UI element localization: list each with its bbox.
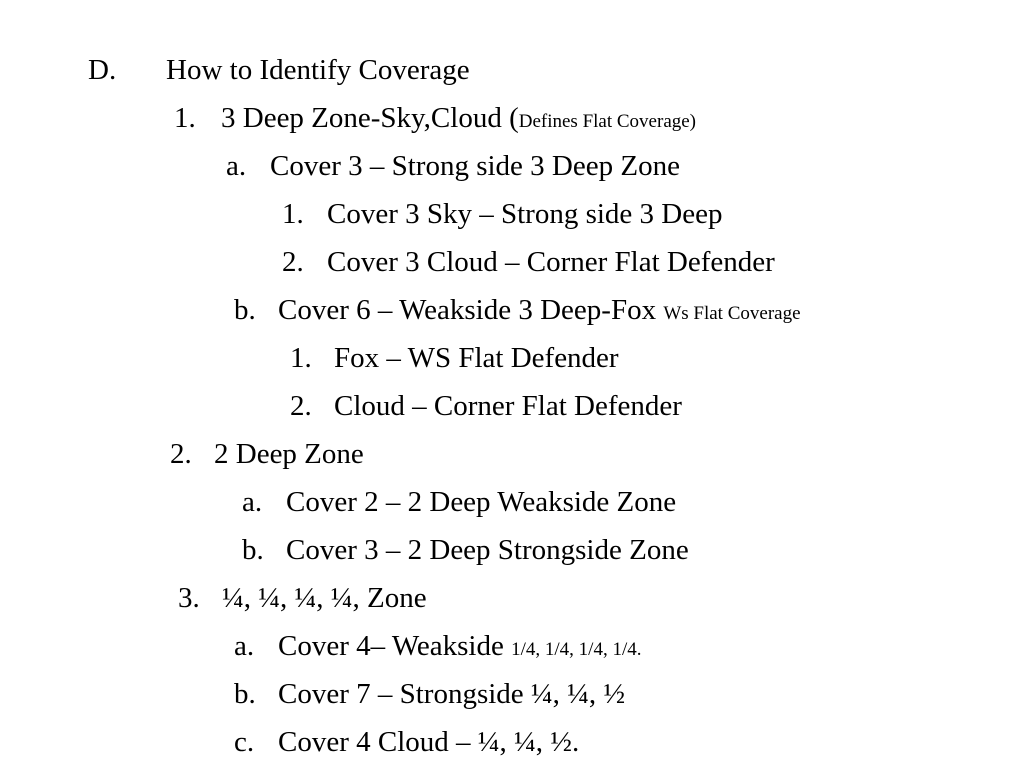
item-marker: b. <box>234 294 256 326</box>
outline-item-d-3-a <box>234 628 641 668</box>
outline-item-d-2 <box>170 436 364 472</box>
item-marker: a. <box>234 630 255 662</box>
item-marker: 2. <box>290 390 312 422</box>
item-text: Cover 3 – 2 Deep Strongside Zone <box>286 534 689 566</box>
item-text: 3 Deep Zone-Sky,Cloud ( <box>221 102 519 134</box>
outline-item-d-1-a-1 <box>282 196 723 232</box>
item-text: Cover 2 – 2 Deep Weakside Zone <box>286 486 677 518</box>
item-marker: 3. <box>178 582 200 614</box>
outline-item-d <box>88 52 470 88</box>
item-text: Cloud – Corner Flat Defender <box>334 390 682 422</box>
outline-item-d-1-b <box>234 292 801 332</box>
outline-item-d-3-c <box>234 724 579 760</box>
item-marker: 2. <box>170 438 192 470</box>
item-note: Ws Flat Coverage <box>663 303 801 324</box>
item-marker: b. <box>242 534 264 566</box>
outline-item-d-1 <box>174 100 696 140</box>
outline-item-d-1-b-1 <box>290 340 619 376</box>
item-text: Fox – WS Flat Defender <box>334 342 619 374</box>
item-text: ¼, ¼, ¼, ¼, Zone <box>222 582 427 614</box>
item-marker: 1. <box>290 342 312 374</box>
item-text: Cover 4– Weakside <box>278 630 504 662</box>
outline-item-d-1-a <box>226 148 680 184</box>
outline-item-d-1-a-2 <box>282 244 775 280</box>
item-text: Cover 7 – Strongside ¼, ¼, ½ <box>278 678 626 710</box>
item-marker: 2. <box>282 246 304 278</box>
outline-item-d-3 <box>178 580 427 616</box>
item-text: Cover 6 – Weakside 3 Deep-Fox <box>278 294 657 326</box>
item-note: Defines Flat Coverage) <box>518 111 697 132</box>
item-marker: a. <box>242 486 263 518</box>
item-marker: D. <box>88 54 117 86</box>
item-text: Cover 3 Cloud – Corner Flat Defender <box>327 246 775 278</box>
item-text: Cover 4 Cloud – ¼, ¼, ½. <box>278 726 580 758</box>
item-text: Cover 3 – Strong side 3 Deep Zone <box>270 150 680 182</box>
outline-item-d-3-b <box>234 676 625 712</box>
item-marker: c. <box>234 726 255 758</box>
item-note: 1/4, 1/4, 1/4, 1/4. <box>511 639 642 660</box>
item-marker: 1. <box>282 198 304 230</box>
outline-item-d-2-a <box>242 484 676 520</box>
item-text: How to Identify Coverage <box>166 54 470 86</box>
item-marker: b. <box>234 678 256 710</box>
item-text: Cover 3 Sky – Strong side 3 Deep <box>327 198 723 230</box>
item-marker: 1. <box>174 102 196 134</box>
item-marker: a. <box>226 150 247 182</box>
item-text: 2 Deep Zone <box>214 438 364 470</box>
outline-item-d-1-b-2 <box>290 388 682 424</box>
outline-item-d-2-b <box>242 532 689 568</box>
